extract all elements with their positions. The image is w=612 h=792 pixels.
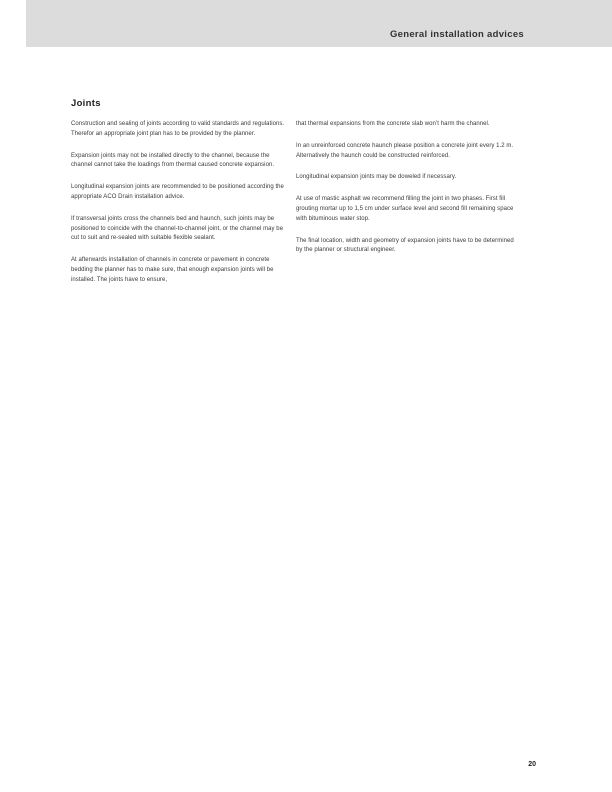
paragraph: Longitudinal expansion joints are recommended to be positioned according the appropriate ACO Drain installation advice. xyxy=(71,184,284,200)
paragraph: If transversal joints cross the channels bed and haunch, such joints may be positioned to coincide with the channel-to-channel joint, or the channel may be cut to suit and re-sealed with suitable flexible sealant. xyxy=(71,215,284,242)
header-band xyxy=(26,0,612,47)
paragraph: Expansion joints may not be installed directly to the channel, because the channel cannot take the loadings from thermal caused concrete expansion. xyxy=(71,152,275,169)
paragraph: Longitudinal expansion joints may be doweled if necessary. xyxy=(296,174,457,181)
right-column xyxy=(296,120,516,268)
left-column xyxy=(71,120,291,298)
paragraph: Construction and sealing of joints according to valid standards and regulations. Therefor an appropriate joint plan has to be provided by the planner. xyxy=(71,121,285,137)
page-number: 20 xyxy=(528,761,536,768)
section-heading: Joints xyxy=(71,98,101,109)
paragraph: that thermal expansions from the concrete slab won’t harm the channel. xyxy=(296,121,490,127)
paragraph: In an unreinforced concrete haunch please position a concrete joint every 1.2 m. Alternatively the haunch could be constructed reinforced. xyxy=(296,142,514,159)
paragraph: The final location, width and geometry of expansion joints have to be determined by the planner or structural engineer. xyxy=(296,237,514,254)
page-header-title: General installation advices xyxy=(389,29,524,40)
paragraph: At afterwards installation of channels in concrete or pavement in concrete bedding the planner has to make sure, that enough expansion joints will be installed. The joints have to ensure, xyxy=(71,257,274,283)
paragraph: At use of mastic asphalt we recommend filling the joint in two phases. First fill grouting mortar up to 1,5 cm under surface level and second fill remaining space with bituminous water stop. xyxy=(296,196,514,222)
